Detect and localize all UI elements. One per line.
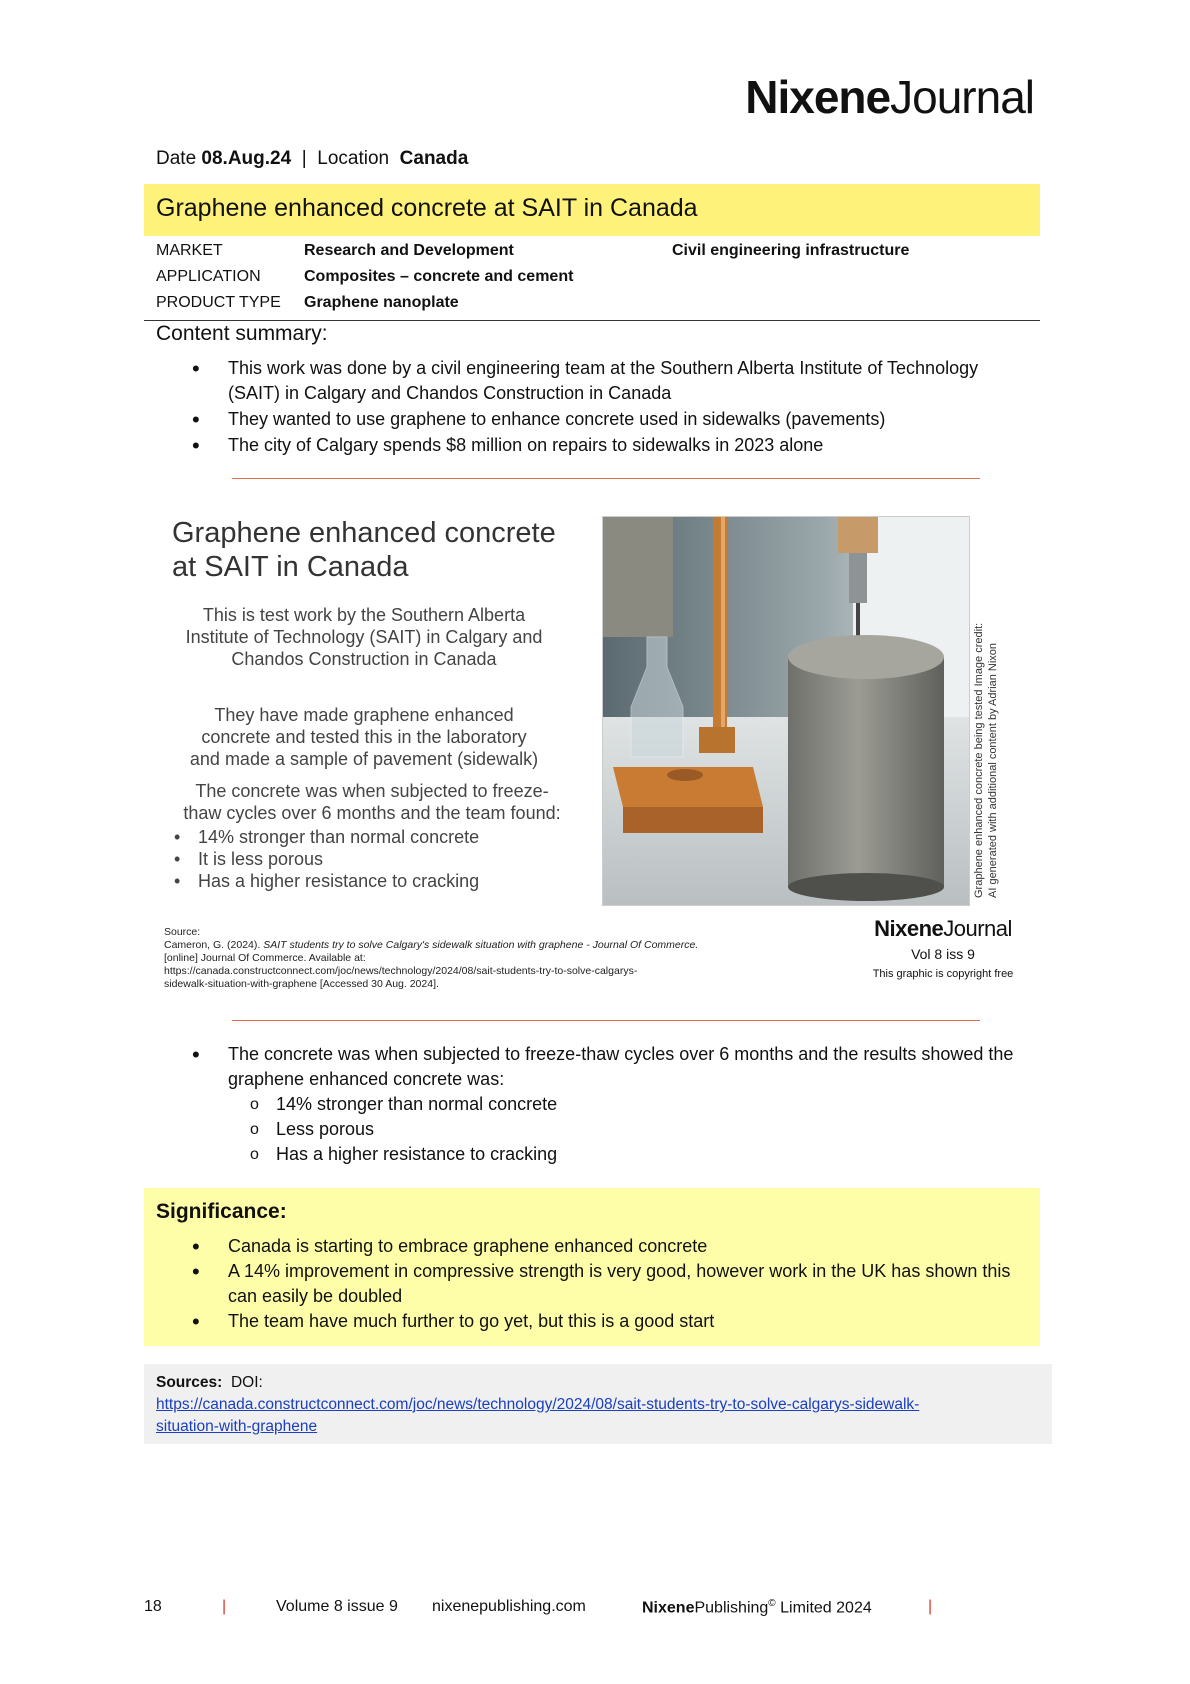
publisher-bold: Nixene — [642, 1599, 695, 1617]
date-label: Date — [156, 148, 197, 169]
source-label: Source: — [164, 926, 201, 938]
graphic-bullet: • It is less porous — [174, 848, 479, 870]
journal-logo — [745, 70, 1034, 124]
logo-bold: Nixene — [745, 71, 891, 123]
graphic-line: They have made graphene enhanced — [214, 705, 514, 725]
location-label: Location — [317, 148, 390, 169]
source-line: [online] Journal Of Commerce. Available at: — [164, 952, 366, 964]
sub-list-item: o Less porous — [276, 1117, 1018, 1142]
significance-heading: Significance: — [156, 1200, 287, 1223]
source-link[interactable] — [156, 1396, 919, 1435]
graphic-logo-regular: Journal — [943, 916, 1012, 941]
graphic-logo — [866, 916, 1020, 942]
footer-site: nixenepublishing.com — [432, 1598, 586, 1615]
list-item: • They wanted to use graphene to enhance concrete used in sidewalks (pavements) — [228, 407, 1018, 432]
footer-separator: | — [222, 1598, 227, 1615]
list-item: • A 14% improvement in compressive strength is very good, however work in the UK has shown this can easily be doubled — [228, 1259, 1018, 1309]
concrete-test-photo — [602, 516, 970, 906]
source-link-line[interactable]: situation-with-graphene — [156, 1418, 318, 1435]
footer-publisher — [642, 1598, 872, 1617]
image-credit — [972, 622, 1190, 898]
graphic-logo-bold: Nixene — [874, 916, 944, 941]
graphic-line: thaw cycles over 6 months and the team found: — [183, 803, 561, 823]
significance-list — [228, 1234, 1018, 1334]
list-item: • Canada is starting to embrace graphene enhanced concrete — [228, 1234, 1018, 1259]
infographic — [160, 508, 1022, 998]
meta-row-market — [144, 238, 1040, 264]
summary-heading: Content summary: — [156, 322, 328, 345]
summary-list — [228, 356, 1018, 459]
dateline-separator: | — [301, 148, 307, 169]
location-value: Canada — [399, 148, 469, 169]
list-item: • This work was done by a civil engineering team at the Southern Alberta Institute of Technology (SAIT) in Calgary and Chandos Construction in Canada — [228, 356, 1018, 406]
concrete-test-illustration — [603, 517, 970, 906]
source-link-line[interactable]: https://canada.constructconnect.com/joc/news/technology/2024/08/sait-students-try-to-solve-calgarys-sidewalk- — [156, 1396, 920, 1413]
graphic-bullets — [174, 826, 479, 892]
graphic-line: Chandos Construction in Canada — [231, 649, 497, 669]
graphic-title — [172, 516, 556, 584]
graphic-bullet: • 14% stronger than normal concrete — [174, 826, 479, 848]
graphic-title-line: Graphene enhanced concrete — [172, 517, 556, 549]
list-item — [228, 1042, 1018, 1167]
dateline — [156, 148, 468, 170]
graphic-title-line: at SAIT in Canada — [172, 551, 409, 583]
sources-header — [156, 1372, 1040, 1394]
graphic-brand — [866, 916, 1020, 980]
graphic-paragraph — [170, 604, 558, 670]
results-text: The concrete was when subjected to freeze-thaw cycles over 6 months and the results showed the graphene enhanced concrete was: — [228, 1044, 1014, 1089]
list-item: • The city of Calgary spends $8 million on repairs to sidewalks in 2023 alone — [228, 433, 1018, 458]
logo-regular: Journal — [890, 71, 1034, 123]
meta-row-application — [144, 264, 1040, 290]
meta-value: Graphene nanoplate — [304, 294, 459, 311]
footer-volume: Volume 8 issue 9 — [276, 1598, 398, 1615]
source-line: https://canada.constructconnect.com/joc/news/technology/2024/08/sait-students-try-to-solve-calgarys- — [164, 965, 638, 977]
graphic-source — [164, 926, 724, 991]
significance-box — [144, 1188, 1040, 1346]
publisher-regular: Publishing — [694, 1599, 769, 1617]
copyright-symbol: © — [768, 1598, 776, 1609]
sub-list-item: o 14% stronger than normal concrete — [276, 1092, 1018, 1117]
footer-separator: | — [928, 1598, 933, 1615]
graphic-line: The concrete was when subjected to freeze- — [195, 781, 549, 801]
divider — [232, 1020, 980, 1021]
graphic-bullet: • Has a higher resistance to cracking — [174, 870, 479, 892]
meta-key: APPLICATION — [156, 268, 261, 285]
graphic-line: concrete and tested this in the laboratory — [201, 727, 527, 747]
graphic-copyright: This graphic is copyright free — [872, 968, 1014, 980]
graphic-volume: Vol 8 iss 9 — [911, 946, 975, 962]
graphic-line: This is test work by the Southern Alberta — [202, 605, 526, 625]
meta-value: Composites – concrete and cement — [304, 268, 574, 285]
results-list — [228, 1042, 1018, 1167]
article-title: Graphene enhanced concrete at SAIT in Canada — [144, 184, 1040, 236]
list-item: • The team have much further to go yet, but this is a good start — [228, 1309, 1018, 1334]
date-value: 08.Aug.24 — [201, 148, 292, 169]
source-line: sidewalk-situation-with-graphene [Accessed 30 Aug. 2024]. — [164, 978, 439, 990]
publisher-tail: Limited 2024 — [775, 1599, 872, 1617]
meta-row-product-type — [144, 290, 1040, 316]
results-sublist — [276, 1092, 1018, 1167]
credit-line: Graphene enhanced concrete being tested Image credit: — [973, 622, 985, 898]
graphic-paragraph — [170, 780, 574, 824]
source-title: SAIT students try to solve Calgary's sidewalk situation with graphene - Journal Of Commerce. — [263, 939, 699, 951]
sub-list-item: o Has a higher resistance to cracking — [276, 1142, 1018, 1167]
source-line — [164, 939, 724, 952]
meta-table — [144, 238, 1040, 321]
page-number: 18 — [144, 1598, 162, 1615]
source-author: Cameron, G. (2024). — [164, 939, 264, 951]
credit-line: AI generated with additional content by Adrian Nixon — [987, 643, 999, 898]
graphic-line: Institute of Technology (SAIT) in Calgary and — [185, 627, 543, 647]
graphic-line: and made a sample of pavement (sidewalk) — [189, 749, 539, 769]
meta-value-secondary: Civil engineering infrastructure — [672, 242, 910, 259]
meta-key: MARKET — [156, 242, 223, 259]
divider — [232, 478, 980, 479]
graphic-paragraph — [170, 704, 558, 770]
sources-label: Sources: — [156, 1374, 223, 1391]
sources-box — [144, 1364, 1052, 1444]
meta-value: Research and Development — [304, 242, 514, 259]
meta-key: PRODUCT TYPE — [156, 294, 281, 311]
doi-label: DOI: — [230, 1374, 263, 1391]
